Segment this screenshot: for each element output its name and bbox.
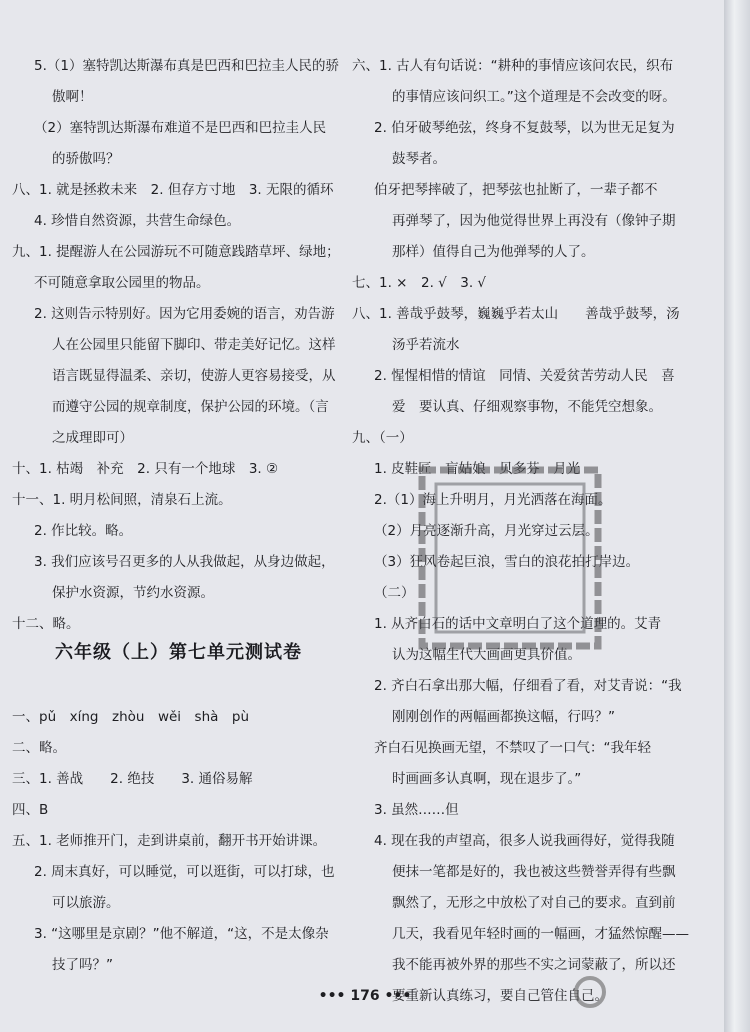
left-answer-line: 九、1. 提醒游人在公园游玩不可随意践踏草坪、绿地； xyxy=(12,244,340,260)
left-answer-line: 人在公园里只能留下脚印、带走美好记忆。这样 xyxy=(52,337,336,353)
left-answer-line: 八、1. 就是拯救未来 2. 但存方寸地 3. 无限的循环 xyxy=(12,182,334,198)
left-answer-line: 五、1. 老师推开门，走到讲桌前，翻开书开始讲课。 xyxy=(12,833,327,849)
right-answer-line: 1. 从齐白石的话中文章明白了这个道理的。艾青 xyxy=(374,616,662,632)
left-answer-line: （2）塞特凯达斯瀑布难道不是巴西和巴拉圭人民 xyxy=(34,120,327,136)
left-answer-line: 而遵守公园的规章制度，保护公园的环境。（言 xyxy=(52,399,329,415)
watermark-icon xyxy=(570,975,610,1009)
left-answer-line: 可以旅游。 xyxy=(52,895,120,911)
right-answer-line: 汤乎若流水 xyxy=(392,337,460,353)
right-answer-line: （2）月亮逐渐升高，月光穿过云层。 xyxy=(374,523,599,539)
stamp-logo xyxy=(410,458,610,658)
right-answer-line: 齐白石见换画无望，不禁叹了一口气：“我年轻 xyxy=(374,740,651,756)
left-answer-column xyxy=(12,56,342,986)
left-answer-line: 十、1. 枯竭 补充 2. 只有一个地球 3. ② xyxy=(12,461,279,477)
right-answer-line: 2. 惺惺相惜的情谊 同情、关爱贫苦劳动人民 喜 xyxy=(374,368,675,384)
right-answer-line: 1. 皮鞋匠 盲姑娘 贝多芬 月光 xyxy=(374,461,581,477)
right-answer-line: 飘然了，无形之中放松了对自己的要求。直到前 xyxy=(392,895,676,911)
right-answer-line: 六、1. 古人有句话说：“耕种的事情应该问农民，织布 xyxy=(352,58,674,74)
right-answer-line: （二） xyxy=(374,585,415,601)
right-answer-line: 鼓琴者。 xyxy=(392,151,446,167)
left-answer-line: 2. 作比较。略。 xyxy=(34,523,133,539)
right-answer-line: 2.（1）海上升明月，月光洒落在海面。 xyxy=(374,492,612,508)
left-answer-line: 之成理即可） xyxy=(52,430,133,446)
right-answer-line: 便抹一笔都是好的，我也被这些赞誉弄得有些飘 xyxy=(392,864,676,880)
page-number: ••• 176 ••• xyxy=(318,988,412,1004)
watermark-logo xyxy=(570,975,610,1017)
left-answer-line: 保护水资源，节约水资源。 xyxy=(52,585,214,601)
right-answer-line: 刚刚创作的两幅画都换这幅，行吗？” xyxy=(392,709,615,725)
left-answer-line: 3. 我们应该号召更多的人从我做起，从身边做起， xyxy=(34,554,335,570)
right-answer-line: 九、（一） xyxy=(352,430,413,446)
left-answer-line: 2. 这则告示特别好。因为它用委婉的语言，劝告游 xyxy=(34,306,335,322)
right-answer-line: 2. 齐白石拿出那大幅，仔细看了看，对艾青说：“我 xyxy=(374,678,682,694)
right-answer-line: 的事情应该问织工。”这个道理是不会改变的呀。 xyxy=(392,89,676,105)
right-answer-line: 爱 要认真、仔细观察事物，不能凭空想象。 xyxy=(392,399,662,415)
right-answer-line: 认为这幅生代大画画更具价值。 xyxy=(392,647,581,663)
right-answer-line: 要重新认真练习，要自己管住自己。 xyxy=(392,988,608,1004)
right-answer-line: 再弹琴了，因为他觉得世界上再没有（像钟子期 xyxy=(392,213,676,229)
right-answer-line: 八、1. 善哉乎鼓琴，巍巍乎若太山 善哉乎鼓琴，汤 xyxy=(352,306,680,322)
right-answer-line: 几天，我看见年轻时画的一幅画，才猛然惊醒—— xyxy=(392,926,689,942)
left-answer-line: 2. 周末真好，可以睡觉，可以逛街，可以打球，也 xyxy=(34,864,335,880)
right-answer-line: 那样）值得自己为他弹琴的人了。 xyxy=(392,244,595,260)
left-answer-line: 四、B xyxy=(12,802,49,818)
left-answer-line: 语言既显得温柔、亲切，使游人更容易接受，从 xyxy=(52,368,336,384)
left-answer-line: 二、略。 xyxy=(12,740,66,756)
left-answer-line: 3. “这哪里是京剧？”他不解道，“这，不是太像杂 xyxy=(34,926,329,942)
left-answer-line: 技了吗？” xyxy=(52,957,113,973)
right-answer-line: 我不能再被外界的那些不实之词蒙蔽了，所以还 xyxy=(392,957,676,973)
right-answer-line: 4. 现在我的声望高，很多人说我画得好，觉得我随 xyxy=(374,833,675,849)
right-answer-line: （3）狂风卷起巨浪，雪白的浪花拍打岸边。 xyxy=(374,554,640,570)
left-answer-line: 傲啊！ xyxy=(52,89,93,105)
unit-test-title: 六年级（上）第七单元测试卷 xyxy=(55,642,302,663)
right-answer-line: 2. 伯牙破琴绝弦，终身不复鼓琴，以为世无足复为 xyxy=(374,120,675,136)
left-answer-line xyxy=(12,676,342,707)
left-answer-line: 三、1. 善战 2. 绝技 3. 通俗易解 xyxy=(12,771,253,787)
left-answer-line: 十一、1. 明月松间照，清泉石上流。 xyxy=(12,492,232,508)
right-answer-line: 伯牙把琴摔破了，把琴弦也扯断了，一辈子都不 xyxy=(374,182,658,198)
left-answer-line: 5.（1）塞特凯达斯瀑布真是巴西和巴拉圭人民的骄 xyxy=(34,58,339,74)
left-answer-line: 十二、略。 xyxy=(12,616,80,632)
left-answer-line: 不可随意拿取公园里的物品。 xyxy=(34,275,210,291)
left-answer-line: 4. 珍惜自然资源，共营生命绿色。 xyxy=(34,213,241,229)
left-answer-line: 的骄傲吗？ xyxy=(52,151,120,167)
left-answer-line: 一、pǔ xíng zhòu wěi shà pù xyxy=(12,709,250,725)
page-fold-edge xyxy=(724,0,750,1032)
right-answer-line: 3. 虽然……但 xyxy=(374,802,459,818)
right-answer-line: 七、1. × 2. √ 3. √ xyxy=(352,275,487,291)
right-answer-line: 时画画多认真啊，现在退步了。” xyxy=(392,771,582,787)
